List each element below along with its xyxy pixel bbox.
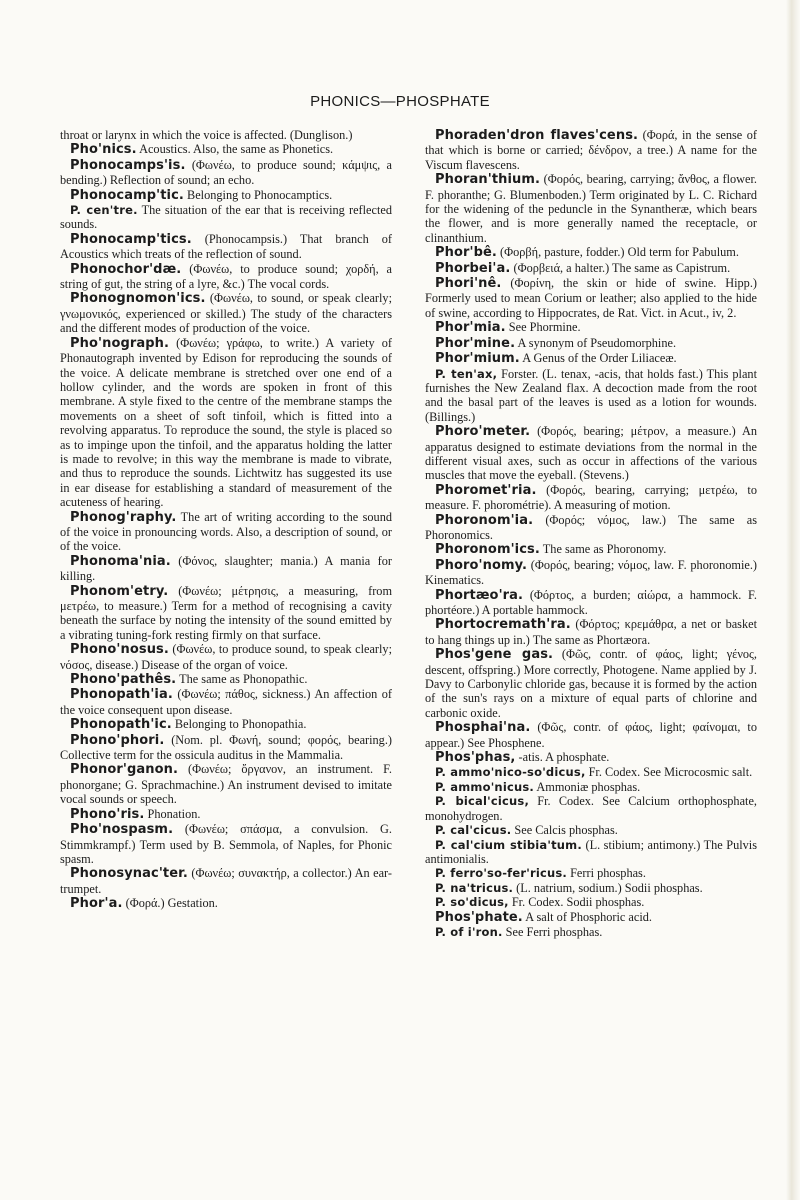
entry-definition: (Φῶς, contr. of φάος, light; γένος, descent, offspring.) More correctly, Photogene. Name applied by J. Davy to Carbonylic chloride gas, because it is formed by the action of the sun's rays on a mixture of equal parts of chlorine and carbonic oxide.: [425, 647, 757, 720]
entry-definition: (Φορός, bearing; νόμος, law. F. phoronomie.) Kinematics.: [425, 557, 757, 588]
entry-definition: (Φόρτος, a burden; αἰώρα, a hammock. F. phortéore.) A portable hammock.: [425, 587, 757, 617]
dictionary-entry: [425, 866, 757, 880]
entry-definition: (Φορός, bearing, carrying; μετρέω, to measure. F. phorométrie). A measuring of motion.: [425, 482, 757, 513]
dictionary-entry: [425, 336, 757, 351]
entry-headword: P. cen'tre.: [70, 203, 138, 218]
entry-headword: Phos'phas,: [435, 750, 516, 766]
dictionary-entry: [425, 542, 757, 557]
entry-definition: (Φορά, in the sense of that which is borne or carried; δένδρον, a tree.) A name for the Viscum flavescens.: [425, 128, 757, 172]
entry-definition: (L. natrium, sodium.) Sodii phosphas.: [516, 880, 703, 895]
entry-headword: Phonor'ganon.: [70, 762, 179, 778]
entry-definition: Fr. Codex. See Calcium orthophosphate, monohydrogen.: [425, 794, 757, 823]
entry-headword: Phorbei'a.: [435, 260, 511, 276]
dictionary-entry: [60, 203, 392, 232]
entry-definition: The art of writing according to the sound of the voice in pronouncing words. Also, a description of sound, or of the voice.: [60, 509, 392, 554]
entry-headword: P. bical'cicus,: [435, 794, 530, 809]
dictionary-entry: [60, 642, 392, 672]
dictionary-entry: [425, 910, 757, 925]
entry-definition: The situation of the ear that is receiving reflected sounds.: [60, 203, 392, 232]
entry-definition: A salt of Phosphoric acid.: [525, 909, 652, 924]
dictionary-entry: [425, 588, 757, 618]
entry-headword: Phoronom'ics.: [435, 542, 540, 558]
dictionary-entry: [425, 617, 757, 647]
entry-headword: P. ammo'nicus.: [435, 779, 534, 794]
entry-definition: Ammoniæ phosphas.: [536, 779, 641, 794]
entry-headword: Phoronom'ia.: [435, 512, 534, 528]
entry-headword: Phoro'meter.: [435, 424, 531, 440]
entry-headword: P. cal'cium stibia'tum.: [435, 837, 582, 852]
running-header: PHONICS—PHOSPHATE: [310, 93, 490, 110]
entry-definition: The same as Phoronomy.: [542, 542, 667, 557]
entry-definition: (Φορός, bearing; μέτρον, a measure.) An apparatus designed to estimate deviations from the normal in the different visual axes, such as occur in affections of the various muscles that move the eyeball. (Stevens.): [425, 424, 758, 483]
dictionary-entry: [425, 881, 757, 895]
entry-definition: (Φορβή, pasture, fodder.) Old term for Pabulum.: [500, 245, 739, 260]
entry-definition: Forster. (L. tenax, -acis, that holds fast.) This plant furnishes the New Zealand flax. A decoction made from the root and the basal part of the leaves is used as a lotion for wounds. (Billings.): [425, 366, 757, 424]
entry-headword: Phono'ris.: [70, 806, 145, 822]
dictionary-entry: [425, 838, 757, 867]
entry-definition: (Φωνέω; γράφω, to write.) A variety of Phonautograph invented by Edison for reproducing the sounds of the voice. A delicate membrane is stretched over one end of a hollow cylinder, and the words are spoken in front of this membrane. A style fixed to the centre of the membrane stamps the movements on a sheet of soft tinfoil, which is fitted into a revolving apparatus. To reproduce the sound, the style is placed so as to impinge upon the tinfoil, and the apparatus holding the latter is made to revolve; in this way the membrane is made to vibrate, and thus to reproduce the sounds. Lichtwitz has suggested its use in ear disease for establishing a standard of measurement of the acuteness of hearing.: [60, 335, 392, 510]
entry-headword: Phortocremath'ra.: [435, 617, 571, 633]
dictionary-entry: [60, 291, 392, 335]
entry-headword: Phonopath'ic.: [70, 717, 172, 733]
entry-headword: Phonocamp'tics.: [70, 231, 192, 247]
entry-definition: (Φωνέω, to sound, or speak clearly; γνωμονικός, experienced or skilled.) The study of the characters and the different modes of production of the voice.: [60, 291, 392, 336]
entry-definition: (Φωνέω, to produce sound; χορδή, a string of gut, the string of a lyre, &c.) The vocal cords.: [60, 261, 393, 292]
entry-definition: (Φωνέω; πάθος, sickness.) An affection of the voice consequent upon disease.: [60, 687, 393, 717]
entry-headword: P. na'tricus.: [435, 880, 514, 895]
entry-headword: P. ammo'nico-so'dicus,: [435, 765, 586, 780]
entry-definition: (Φορός; νόμος, law.) The same as Phoronomics.: [425, 512, 757, 542]
entry-headword: P. ten'ax,: [435, 366, 498, 381]
entry-definition: Fr. Codex. See Microcosmic salt.: [588, 765, 753, 780]
entry-definition: (Φορά.) Gestation.: [125, 896, 218, 911]
dictionary-entry: [425, 261, 757, 276]
entry-definition: (Φωνέω; ὄργανον, an instrument. F. phonorgane; G. Sprachmachine.) An instrument devised to imitate vocal sounds or speech.: [60, 762, 393, 807]
dictionary-entry: [425, 647, 757, 720]
dictionary-entry: [425, 424, 757, 483]
entry-definition: (Φορός, bearing, carrying; ἄνθος, a flower. F. phoranthe; G. Blumenboden.) Term originated by L. C. Richard for the widening of the peduncle in the Synantheræ, which bears the flower, and is more generally named the receptacle, or clinanthium.: [425, 172, 757, 245]
dictionary-entry: [60, 554, 392, 584]
entry-definition: A synonym of Pseudomorphine.: [517, 335, 677, 350]
entry-headword: Phonopath'ia.: [70, 687, 173, 703]
entry-headword: Phoraden'dron flaves'cens.: [435, 128, 639, 143]
dictionary-entry: [60, 336, 392, 510]
entry-headword: Phonosynac'ter.: [70, 866, 188, 882]
entry-headword: P. ferro'so-fer'ricus.: [435, 866, 568, 881]
dictionary-entry: [60, 896, 392, 911]
page-edge: [786, 0, 800, 1200]
entry-headword: Phor'mia.: [435, 320, 506, 336]
entry-headword: P. so'dicus,: [435, 895, 509, 910]
entry-headword: Phono'pathês.: [70, 672, 177, 688]
entry-headword: Pho'nograph.: [70, 335, 170, 351]
dictionary-entry: [60, 807, 392, 822]
dictionary-entry: [60, 687, 392, 717]
entry-definition: (Nom. pl. Φωνή, sound; φορός, bearing.) Collective term for the ossicula auditus in the Mammalia.: [60, 732, 393, 763]
left-column: [60, 128, 392, 912]
entry-definition: -atis. A phosphate.: [518, 750, 610, 765]
entry-headword: Phonom'etry.: [70, 583, 169, 599]
dictionary-entry: [60, 188, 392, 203]
dictionary-entry: [60, 733, 392, 763]
dictionary-entry: [425, 558, 757, 588]
entry-headword: Phor'a.: [70, 896, 123, 912]
dictionary-entry: [60, 672, 392, 687]
entry-headword: Phos'phate.: [435, 909, 523, 925]
dictionary-entry: [425, 750, 757, 765]
entry-definition: (Φωνέω; μέτρησις, a measuring, from μετρέω, to measure.) Term for a method of recognising a cavity beneath the surface by noting the intensity of the sound emitted by a vibrating tuning-fork resting firmly on that surface.: [60, 583, 393, 642]
entry-headword: P. cal'cicus.: [435, 823, 512, 838]
entry-definition: (Phonocampsis.) That branch of Acoustics which treats of the reflection of sound.: [60, 231, 392, 262]
dictionary-entry: [60, 866, 392, 896]
entry-headword: Pho'nics.: [70, 142, 137, 158]
entry-definition: throat or larynx in which the voice is affected. (Dunglison.): [60, 128, 353, 142]
entry-definition: (Φωνέω; συνακτήρ, a collector.) An ear-trumpet.: [60, 866, 392, 896]
entry-headword: Phonoma'nia.: [70, 553, 171, 569]
entry-headword: Phortæo'ra.: [435, 587, 524, 603]
dictionary-entry: [425, 513, 757, 543]
dictionary-entry: [425, 895, 757, 909]
entry-definition: See Ferri phosphas.: [505, 924, 603, 939]
entry-definition: Belonging to Phonocamptics.: [187, 187, 333, 202]
dictionary-entry: [60, 128, 392, 142]
entry-definition: Phonation.: [147, 806, 201, 821]
entry-definition: (L. stibium; antimony.) The Pulvis antimonialis.: [425, 837, 758, 866]
entry-definition: See Phormine.: [508, 320, 581, 335]
dictionary-entry: [425, 925, 757, 939]
entry-headword: Phonochor'dæ.: [70, 261, 182, 277]
dictionary-entry: [425, 765, 757, 779]
dictionary-entry: [425, 720, 757, 750]
entry-definition: Ferri phosphas.: [570, 866, 646, 881]
entry-headword: Phor'bê.: [435, 245, 497, 261]
dictionary-entry: [60, 158, 392, 188]
entry-definition: Belonging to Phonopathia.: [174, 717, 307, 732]
entry-definition: (Φορίνη, the skin or hide of swine. Hipp.) Formerly used to mean Corium or leather; also applied to the hide of swine, according to Hippocrates, de Rat. Vict. in Acut., iv, 2.: [425, 276, 758, 320]
entry-headword: Phonog'raphy.: [70, 509, 177, 525]
dictionary-entry: [60, 262, 392, 292]
dictionary-entry: [425, 823, 757, 837]
entry-headword: Phor'mium.: [435, 351, 520, 367]
dictionary-entry: [425, 794, 757, 823]
entry-definition: (Φωνέω, to produce sound, to speak clearly; νόσος, disease.) Disease of the organ of voice.: [60, 642, 392, 672]
dictionary-entry: [60, 717, 392, 732]
dictionary-entry: [425, 351, 757, 366]
entry-headword: Phonocamp'tic.: [70, 187, 184, 203]
right-column: [425, 128, 757, 939]
entry-headword: Phono'phori.: [70, 732, 165, 748]
dictionary-entry: [425, 128, 757, 172]
dictionary-entry: [60, 142, 392, 157]
entry-definition: (Φωνέω, to produce sound; κάμψις, a bending.) Reflection of sound; an echo.: [60, 157, 392, 188]
entry-definition: (Φῶς, contr. of φάος, light; φαίνομαι, to appear.) See Phosphene.: [425, 720, 757, 750]
entry-definition: (Φόρτος; κρεμάθρα, a net or basket to hang things up in.) The same as Phortæora.: [425, 617, 757, 647]
dictionary-entry: [425, 780, 757, 794]
dictionary-entry: [425, 276, 757, 320]
dictionary-entry: [60, 584, 392, 643]
entry-headword: Phono'nosus.: [70, 642, 169, 658]
entry-headword: Phori'nê.: [435, 276, 502, 292]
entry-definition: (Φωνέω; σπάσμα, a convulsion. G. Stimmkrampf.) Term used by B. Semmola, of Naples, for Phonic spasm.: [60, 822, 392, 866]
entry-headword: Phoro'nomy.: [435, 557, 528, 573]
entry-headword: Phor'mine.: [435, 335, 516, 351]
entry-definition: The same as Phonopathic.: [179, 672, 308, 687]
entry-headword: P. of i'ron.: [435, 924, 503, 939]
entry-definition: A Genus of the Order Liliaceæ.: [522, 351, 677, 366]
entry-definition: (Φορβειά, a halter.) The same as Capistrum.: [513, 260, 731, 275]
entry-headword: Phoran'thium.: [435, 172, 541, 188]
entry-headword: Pho'nospasm.: [70, 822, 174, 838]
dictionary-entry: [425, 320, 757, 335]
entry-headword: Phonocamps'is.: [70, 157, 186, 173]
entry-definition: Fr. Codex. Sodii phosphas.: [511, 895, 645, 910]
dictionary-entry: [60, 762, 392, 806]
entry-headword: Phoromet'ria.: [435, 482, 537, 498]
entry-headword: Phosphai'na.: [435, 720, 531, 736]
dictionary-entry: [425, 172, 757, 245]
entry-definition: (Φόνος, slaughter; mania.) A mania for killing.: [60, 553, 392, 584]
dictionary-entry: [425, 367, 757, 425]
dictionary-entry: [60, 232, 392, 262]
dictionary-entry: [425, 245, 757, 260]
dictionary-entry: [60, 510, 392, 554]
dictionary-entry: [425, 483, 757, 513]
dictionary-entry: [60, 822, 392, 866]
entry-definition: Acoustics. Also, the same as Phonetics.: [139, 142, 334, 157]
entry-headword: Phos'gene gas.: [435, 647, 554, 663]
entry-headword: Phonognomon'ics.: [70, 291, 206, 307]
entry-definition: See Calcis phosphas.: [514, 823, 618, 838]
